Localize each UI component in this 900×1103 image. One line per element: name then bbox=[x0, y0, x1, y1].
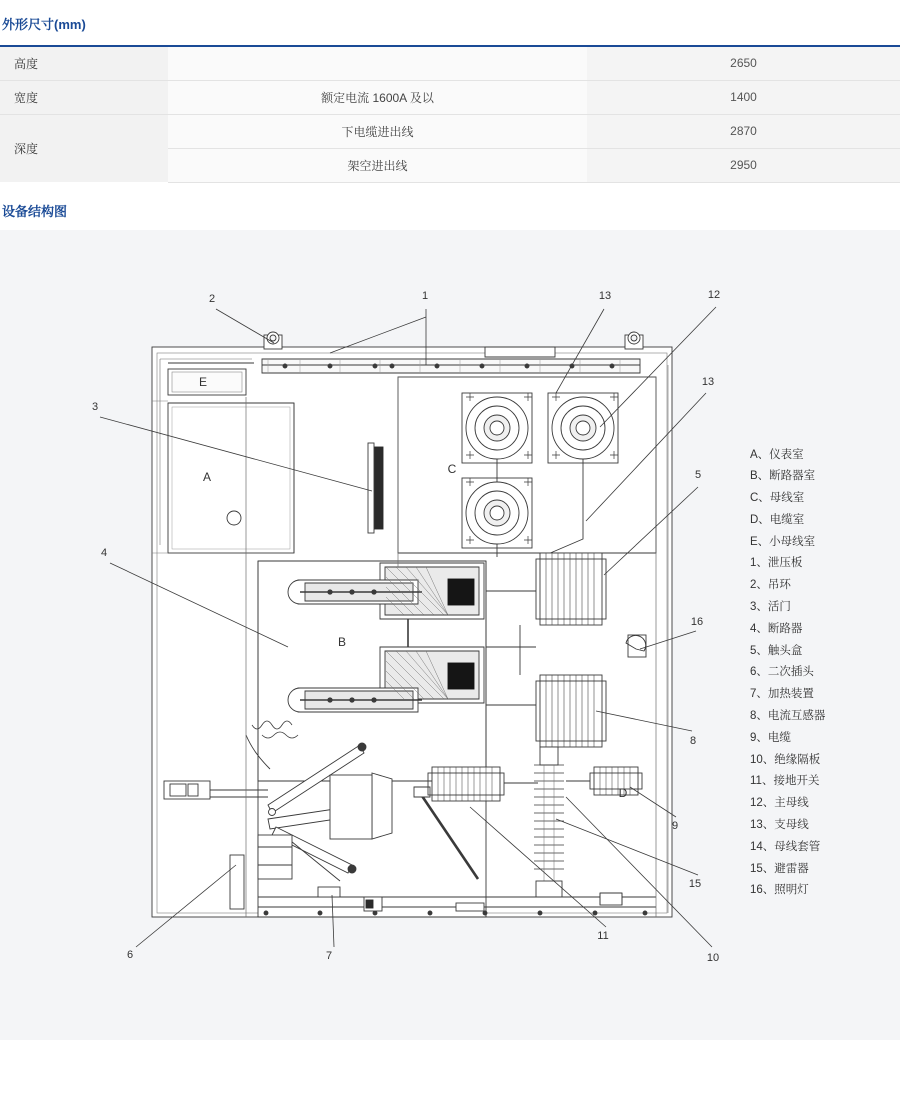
legend-item-C: C、母线室 bbox=[750, 492, 805, 505]
legend-item-10: 10、绝缘隔板 bbox=[750, 753, 821, 766]
callout-11: 11 bbox=[597, 929, 609, 942]
structure-diagram-panel bbox=[0, 230, 900, 1040]
legend-item-9: 9、电缆 bbox=[750, 731, 791, 744]
legend-item-D: D、电缆室 bbox=[750, 513, 805, 526]
callout-7: 7 bbox=[325, 949, 333, 962]
legend-list bbox=[750, 445, 825, 903]
row-label-height: 高度 bbox=[0, 46, 168, 80]
dimensions-section-title: 外形尺寸(mm) bbox=[2, 17, 86, 32]
row-value-width: 1400 bbox=[587, 80, 900, 114]
structure-section-title: 设备结构图 bbox=[2, 203, 68, 219]
legend-item-11: 11、接地开关 bbox=[750, 775, 820, 788]
callout-6: 6 bbox=[126, 948, 134, 961]
row-mid-depth-overhead: 架空进出线 bbox=[168, 148, 587, 182]
legend-item-5: 5、触头盒 bbox=[750, 644, 803, 657]
callout-16: 16 bbox=[690, 615, 704, 628]
row-mid-depth-cable: 下电缆进出线 bbox=[168, 114, 587, 148]
row-value-depth-cable: 2870 bbox=[587, 114, 900, 148]
callout-3: 3 bbox=[91, 400, 99, 413]
room-label-A: A bbox=[202, 469, 212, 484]
row-label-width: 宽度 bbox=[0, 80, 168, 114]
callout-1: 1 bbox=[421, 289, 429, 302]
row-value-height: 2650 bbox=[587, 46, 900, 80]
room-label-B: B bbox=[337, 634, 347, 649]
callout-12: 12 bbox=[707, 288, 721, 301]
table-row bbox=[0, 114, 900, 148]
callout-14: 13 bbox=[598, 289, 612, 302]
callout-9: 9 bbox=[671, 819, 679, 832]
legend-item-1: 1、泄压板 bbox=[750, 557, 803, 570]
callout-13: 13 bbox=[701, 375, 715, 388]
room-label-E: E bbox=[198, 374, 208, 389]
legend-item-2: 2、吊环 bbox=[750, 579, 791, 592]
row-value-depth-overhead: 2950 bbox=[587, 148, 900, 182]
legend-item-4: 4、断路器 bbox=[750, 622, 803, 635]
callout-5: 5 bbox=[694, 468, 702, 481]
legend-item-8: 8、电流互感器 bbox=[750, 710, 826, 723]
callout-15: 15 bbox=[688, 877, 702, 890]
table-row bbox=[0, 80, 900, 114]
legend-item-13: 13、支母线 bbox=[750, 819, 809, 832]
legend-item-3: 3、活门 bbox=[750, 601, 791, 614]
callout-4: 4 bbox=[100, 546, 108, 559]
callout-8: 8 bbox=[689, 734, 697, 747]
legend-item-7: 7、加热装置 bbox=[750, 688, 814, 701]
callout-2: 2 bbox=[208, 292, 216, 305]
legend-item-6: 6、二次插头 bbox=[750, 666, 814, 679]
legend-item-E: E、小母线室 bbox=[750, 535, 816, 548]
room-label-D: D bbox=[618, 785, 628, 800]
legend-item-A: A、仪表室 bbox=[750, 448, 804, 461]
legend-item-16: 16、照明灯 bbox=[750, 884, 809, 897]
table-row bbox=[0, 46, 900, 80]
row-label-depth: 深度 bbox=[0, 114, 168, 182]
legend-item-14: 14、母线套管 bbox=[750, 840, 821, 853]
legend-item-B: B、断路器室 bbox=[750, 470, 816, 483]
legend-item-15: 15、避雷器 bbox=[750, 862, 809, 875]
dimensions-table bbox=[0, 45, 900, 183]
legend-item-12: 12、主母线 bbox=[750, 797, 809, 810]
room-label-C: C bbox=[447, 461, 457, 476]
row-mid-height bbox=[168, 46, 587, 80]
row-mid-width: 额定电流 1600A 及以 bbox=[168, 80, 587, 114]
callout-10: 10 bbox=[706, 951, 720, 964]
